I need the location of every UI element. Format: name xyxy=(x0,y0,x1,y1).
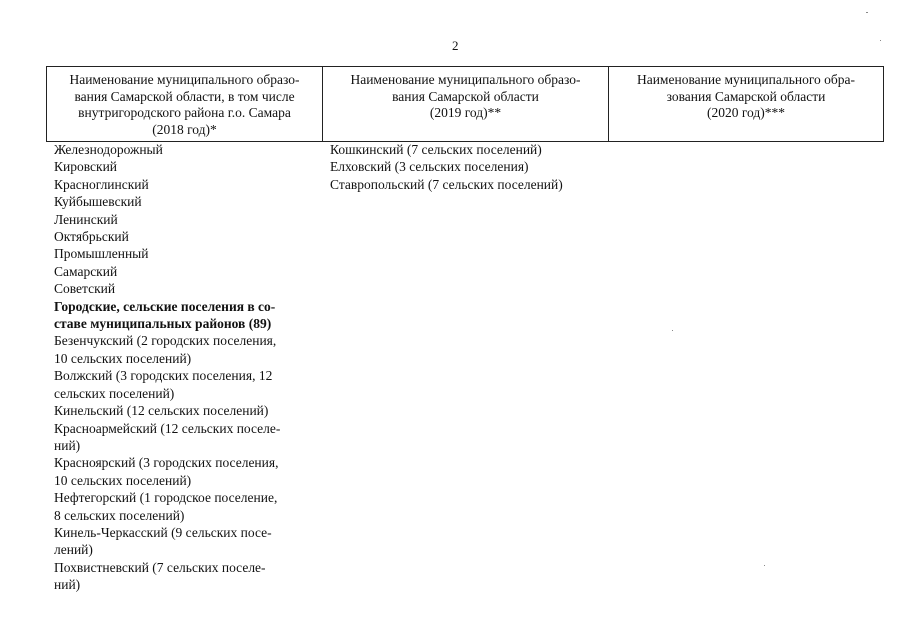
scan-speck xyxy=(764,565,765,566)
list-item: Безенчукский (2 городских поселения, 10 сельских поселений) xyxy=(54,333,277,366)
column-2018-list xyxy=(54,141,322,594)
list-item: Елховский (3 сельских поселения) xyxy=(330,159,529,175)
header-col-2018: Наименование муниципального образо- вания Самарской области, в том числе внутригородского района г.о. Самара (2018 год)* xyxy=(47,67,323,141)
page-number: 2 xyxy=(452,38,459,53)
section-heading: Городские, сельские поселения в со- ставе муниципальных районов (89) xyxy=(54,298,276,332)
scan-speck xyxy=(672,330,673,331)
table-header xyxy=(46,66,884,142)
list-item: Кировский xyxy=(54,159,118,175)
list-item: Красноармейский (12 сельских поселе- ний) xyxy=(54,420,281,453)
list-item: Октябрьский xyxy=(54,229,129,245)
column-2019-list xyxy=(330,141,620,193)
list-item: Кошкинский (7 сельских поселений) xyxy=(330,142,542,157)
list-item: Нефтегорский (1 городское поселение, 8 сельских поселений) xyxy=(54,490,278,523)
list-item: Куйбышевский xyxy=(54,194,142,210)
list-item: Кинель-Черкасский (9 сельских посе- лений) xyxy=(54,524,272,558)
list-item: Красноярский (3 городских поселения, 10 сельских поселений) xyxy=(54,455,279,488)
list-item: Промышленный xyxy=(54,246,149,262)
list-item: Волжский (3 городских поселения, 12 сельских поселений) xyxy=(54,368,273,401)
list-item: Ленинский xyxy=(54,211,118,227)
list-item: Советский xyxy=(54,281,116,297)
list-item: Красноглинский xyxy=(54,176,149,192)
header-col-2019: Наименование муниципального образо- вания Самарской области (2019 год)** xyxy=(323,67,609,141)
header-col-2020: Наименование муниципального обра- зования Самарской области (2020 год)*** xyxy=(636,72,856,120)
list-item: Кинельский (12 сельских поселений) xyxy=(54,403,269,419)
scan-speck xyxy=(880,40,881,41)
list-item: Похвистневский (7 сельских поселе- ний) xyxy=(54,559,266,593)
list-item: Самарский xyxy=(54,263,118,279)
list-item: Ставропольский (7 сельских поселений) xyxy=(330,176,563,192)
list-item: Железнодорожный xyxy=(54,142,163,157)
scan-speck xyxy=(866,12,868,13)
